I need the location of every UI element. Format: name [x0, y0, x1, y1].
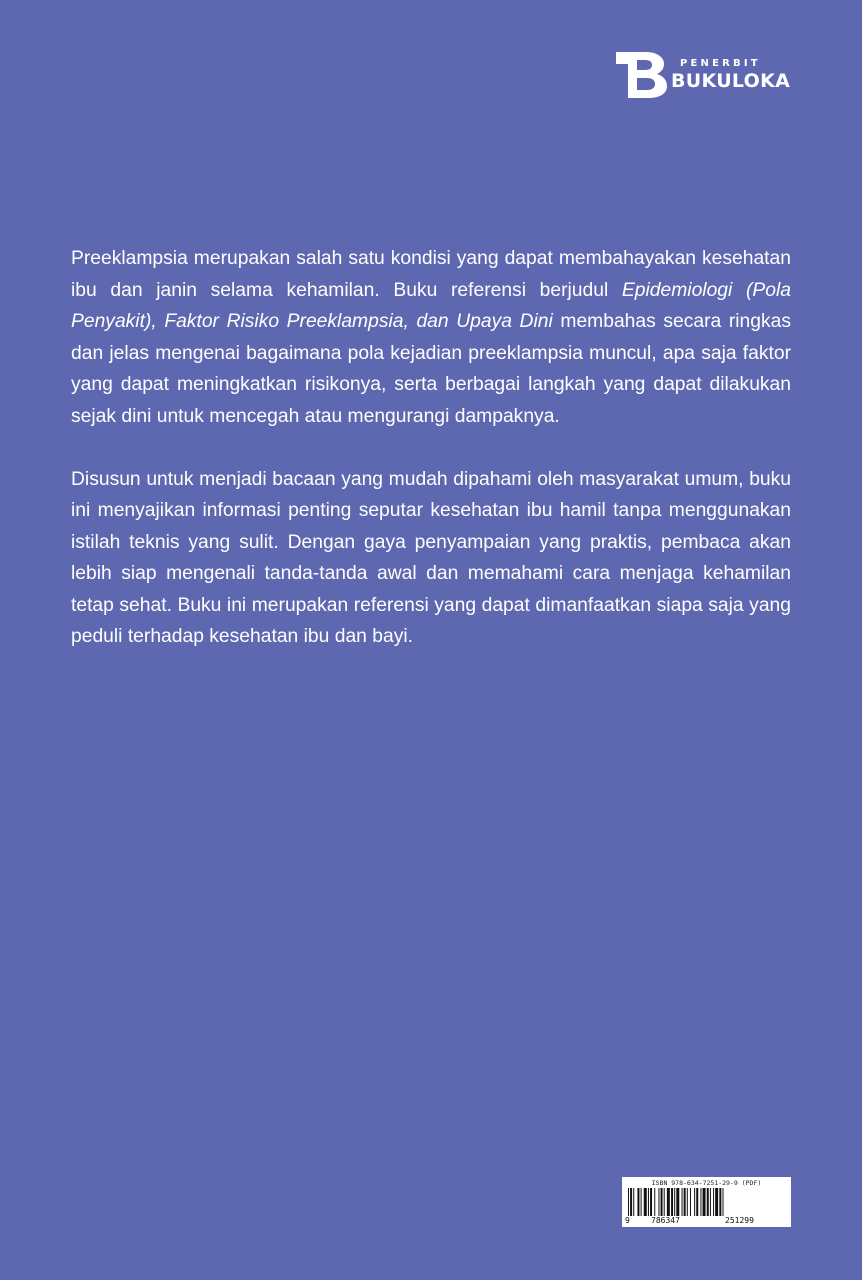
blurb-paragraph-1: [71, 243, 791, 432]
blurb-paragraph-2: Disusun untuk menjadi bacaan yang mudah dipahami oleh masyarakat umum, buku ini menyajikan informasi penting seputar kesehatan ibu hamil tanpa menggunakan istilah teknis yang sulit. Dengan gaya penyampaian yang praktis, pembaca akan lebih siap mengenali tanda-tanda awal dan memahami cara menjaga kehamilan tetap sehat. Buku ini merupakan referensi yang dapat dimanfaatkan siapa saja yang peduli terhadap kesehatan ibu dan bayi.: [71, 468, 791, 647]
publisher-b-logo-icon: [616, 52, 668, 98]
publisher-logo: [616, 52, 796, 100]
barcode-digit-first: 9: [625, 1216, 630, 1225]
blurb-p1-intro: Preeklampsia merupakan salah satu kondisi yang dapat membahayakan kesehatan ibu dan janin selama kehamilan. Buku referensi berjudul: [71, 248, 791, 301]
barcode-digits: [622, 1216, 791, 1226]
barcode-digit-group-1: 786347: [651, 1216, 680, 1225]
isbn-text: ISBN 978-634-7251-29-9 (PDF): [651, 1179, 762, 1187]
barcode-bars-icon: [628, 1188, 786, 1216]
back-cover-blurb: [71, 243, 791, 653]
publisher-name: BUKULOKA: [671, 70, 791, 92]
isbn-barcode: [622, 1177, 791, 1227]
blurb-p1-rest: membahas secara ringkas dan jelas mengenai bagaimana pola kejadian preeklampsia muncul, apa saja faktor yang dapat meningkatkan risikonya, serta berbagai langkah yang dapat dilakukan sejak dini untuk mencegah atau mengurangi dampaknya.: [71, 311, 791, 427]
book-title-italic: Epidemiologi (Pola Penyakit), Faktor Risiko Preeklampsia, dan Upaya Dini: [71, 279, 791, 332]
barcode-digit-group-2: 251299: [725, 1216, 754, 1225]
publisher-label: PENERBIT: [680, 58, 761, 69]
